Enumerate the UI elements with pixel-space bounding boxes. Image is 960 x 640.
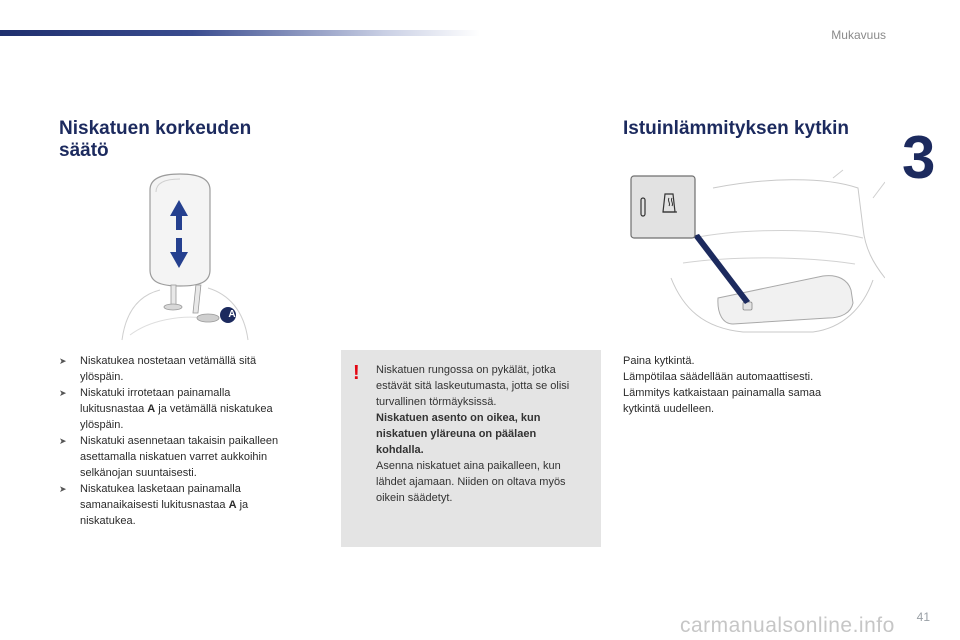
step-text: ja vetämällä niskatukea <box>155 403 273 415</box>
step-text: ylöspäin. <box>80 419 124 431</box>
step-text: Niskatuki asennetaan takaisin paikalleen <box>80 435 279 447</box>
watermark: carmanualsonline.info <box>680 614 895 637</box>
warning-bold-line: Niskatuen asento on oikea, kun <box>376 412 541 424</box>
step-text: lukitusnastaa <box>80 403 148 415</box>
warning-line: turvallinen törmäyksissä. <box>376 396 497 408</box>
title-line-1: Niskatuen korkeuden <box>59 118 252 139</box>
headrest-steps-list <box>59 353 309 529</box>
figure-label-a: A <box>228 309 236 320</box>
title-line-2: säätö <box>59 140 109 161</box>
warning-line: estävät sitä laskeutumasta, jotta se olisi <box>376 380 570 392</box>
bullet-icon: ➤ <box>59 356 67 366</box>
body-line: Paina kytkintä. <box>623 355 695 367</box>
step-text: asettamalla niskatuen varret aukkoihin <box>80 451 268 463</box>
warning-bold-line: kohdalla. <box>376 444 424 456</box>
warning-line: oikein säädetyt. <box>376 492 453 504</box>
step-text: selkänojan suuntaisesti. <box>80 467 197 479</box>
chapter-number: 3 <box>902 124 936 191</box>
header-color-bar <box>0 30 480 36</box>
chapter-name: Mukavuus <box>831 28 886 42</box>
section-title: Istuinlämmityksen kytkin <box>623 118 849 139</box>
step-text: ylöspäin. <box>80 371 124 383</box>
step-label-a: A <box>147 403 156 415</box>
step-text: Niskatukea nostetaan vetämällä sitä <box>80 355 257 367</box>
warning-line: Asenna niskatuet aina paikalleen, kun <box>376 460 561 472</box>
warning-box <box>341 350 601 547</box>
page-number: 41 <box>916 610 930 624</box>
warning-bold-line: niskatuen yläreuna on päälaen <box>376 428 537 440</box>
body-line: kytkintä uudelleen. <box>623 403 715 415</box>
body-line: Lämpötilaa säädellään automaattisesti. <box>623 371 814 383</box>
warning-icon: ! <box>353 362 360 384</box>
step-text: Niskatuki irrotetaan painamalla <box>80 387 231 399</box>
step-text: ja <box>236 499 249 511</box>
bullet-icon: ➤ <box>59 484 67 494</box>
seat-heating-illustration <box>623 168 885 336</box>
list-item <box>59 433 309 481</box>
warning-text <box>376 362 594 506</box>
warning-line: Niskatuen rungossa on pykälät, jotka <box>376 364 556 376</box>
list-item <box>59 353 309 385</box>
step-text: samanaikaisesti lukitusnastaa <box>80 499 229 511</box>
list-item <box>59 385 309 433</box>
bullet-icon: ➤ <box>59 436 67 446</box>
warning-line: lähdet ajamaan. Niiden on oltava myös <box>376 476 566 488</box>
headrest-section-title <box>59 118 299 162</box>
seat-heating-text <box>623 353 863 417</box>
step-text: niskatukea. <box>80 515 136 527</box>
step-text: Niskatukea lasketaan painamalla <box>80 483 241 495</box>
body-line: Lämmitys katkaistaan painamalla samaa <box>623 387 822 399</box>
list-item <box>59 481 309 529</box>
step-label-a: A <box>228 499 237 511</box>
seat-heating-section-title <box>623 118 903 140</box>
bullet-icon: ➤ <box>59 388 67 398</box>
